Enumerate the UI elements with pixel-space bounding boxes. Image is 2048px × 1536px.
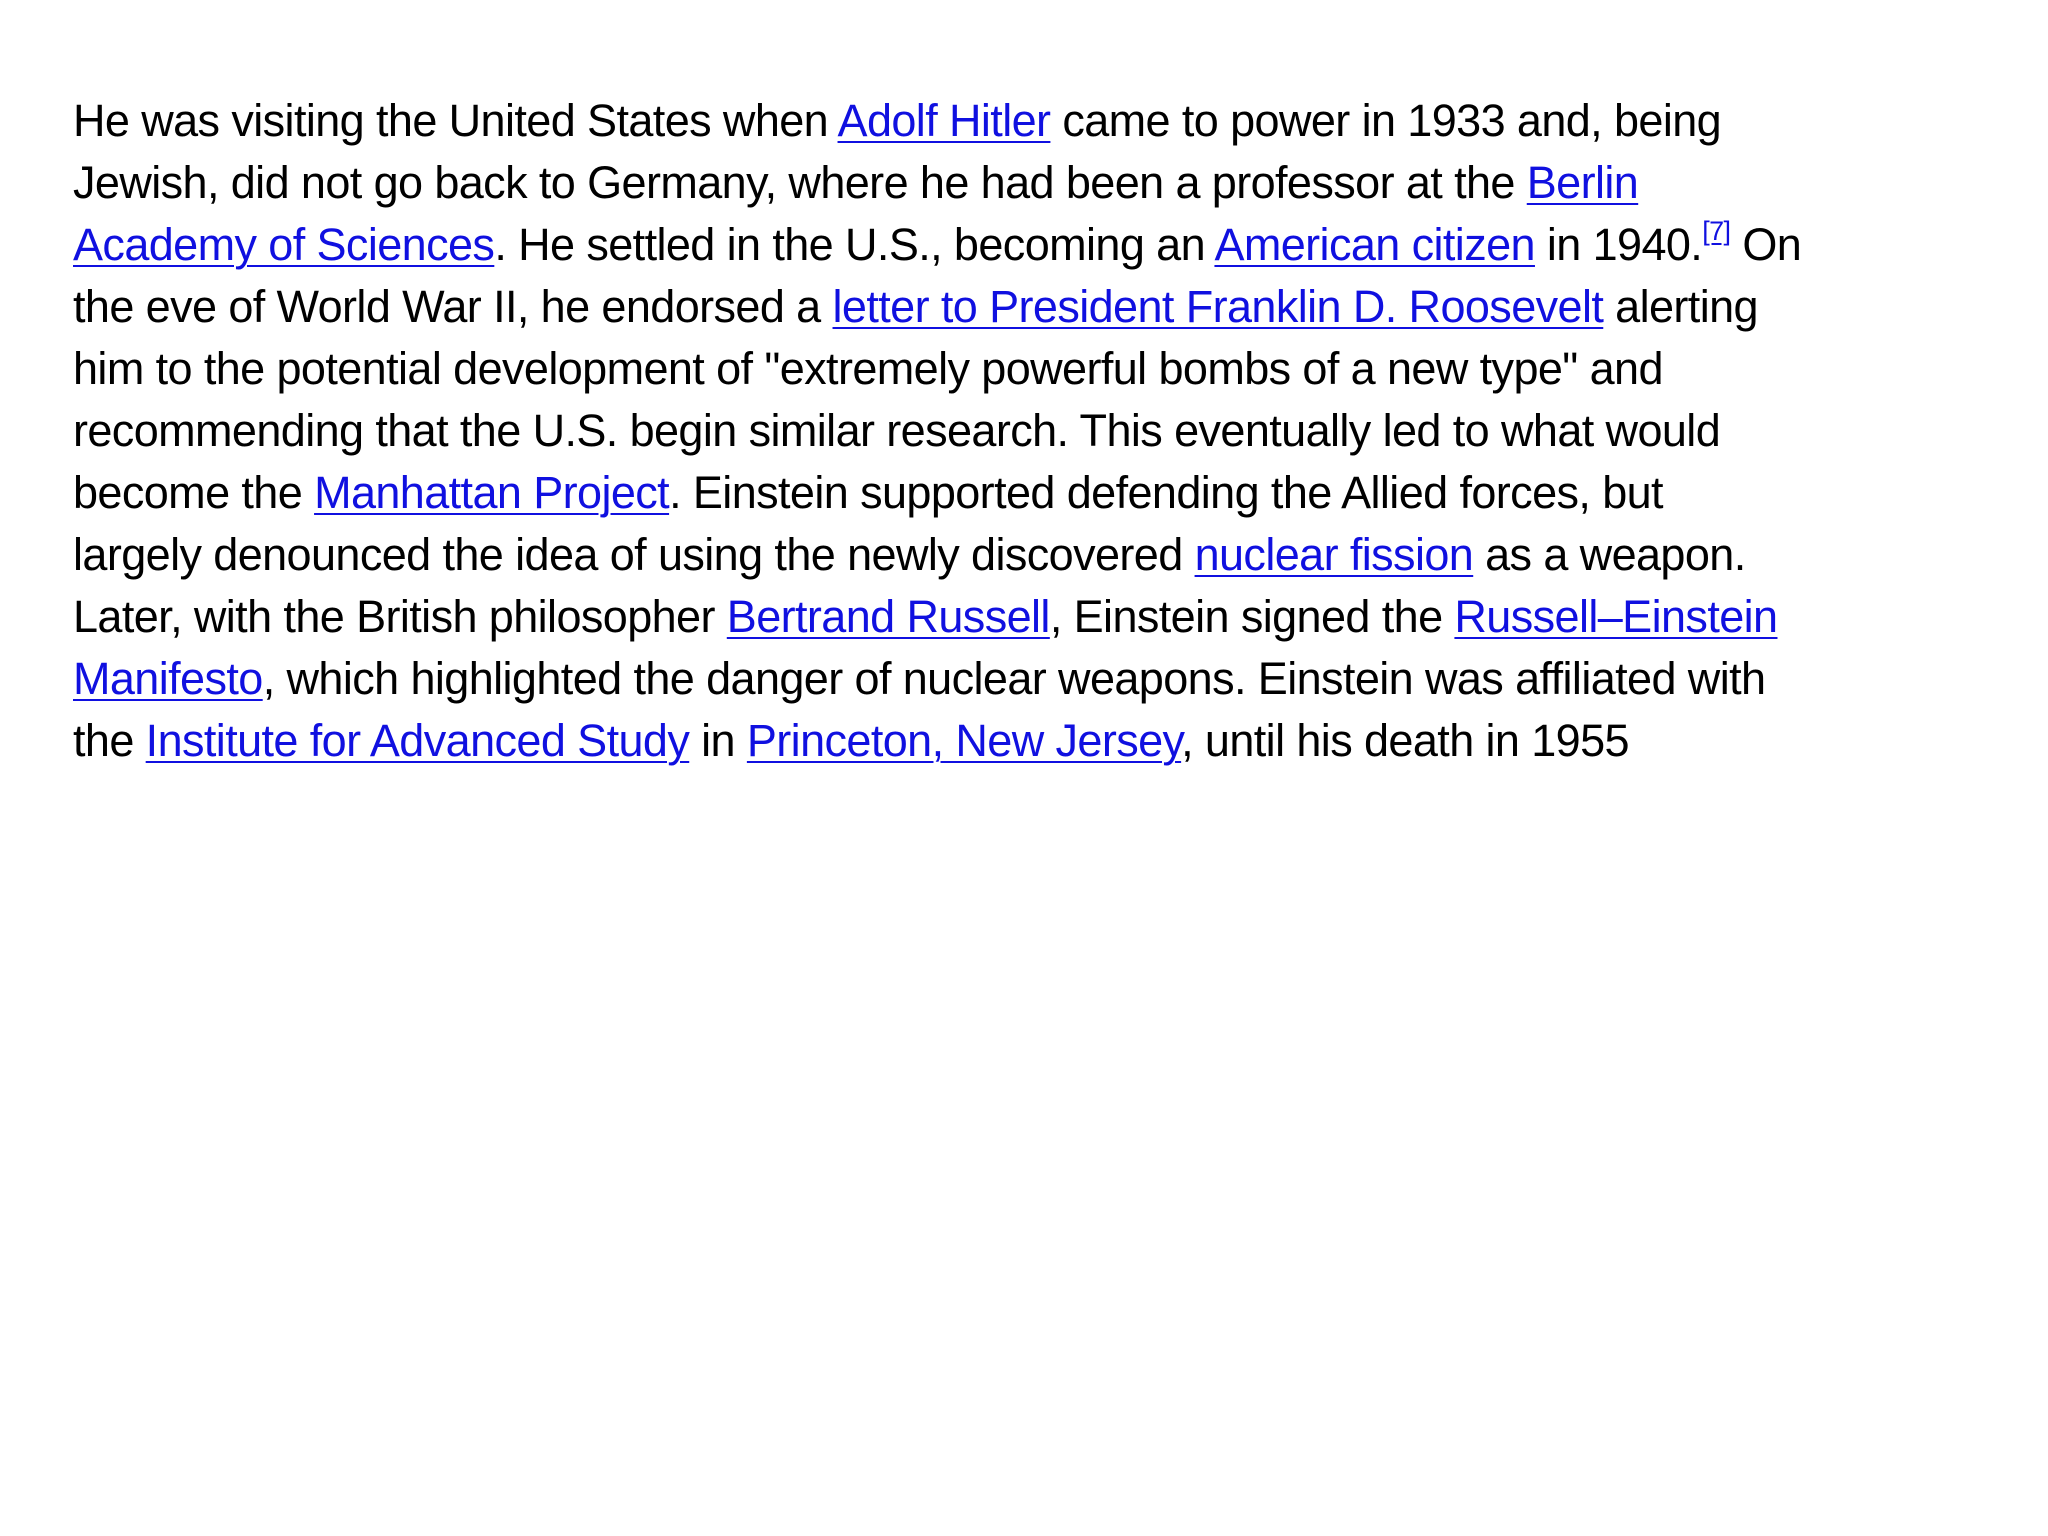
- citation-link-7[interactable]: [7]: [1702, 216, 1731, 246]
- text-span: On: [1730, 219, 1802, 270]
- text-span: him to the potential development of "extremely powerful bombs of a new type" and: [73, 343, 1663, 394]
- article-paragraph: [73, 90, 1973, 772]
- text-span: Later, with the British philosopher: [73, 591, 727, 642]
- link-bertrand-russell[interactable]: Bertrand Russell: [726, 591, 1050, 642]
- link-berlin-academy[interactable]: Academy of Sciences: [73, 219, 495, 270]
- text-span: , which highlighted the danger of nuclear weapons. Einstein was affiliated with: [262, 653, 1766, 704]
- link-american-citizen[interactable]: American citizen: [1214, 219, 1535, 270]
- link-einstein-szilard-letter[interactable]: letter to President Franklin D. Roosevelt: [832, 281, 1604, 332]
- text-span: largely denounced the idea of using the newly discovered: [73, 529, 1195, 580]
- link-russell-einstein-manifesto[interactable]: Russell–Einstein: [1454, 591, 1778, 642]
- text-span: as a weapon.: [1473, 529, 1746, 580]
- link-adolf-hitler[interactable]: Adolf Hitler: [837, 95, 1051, 146]
- text-line: [73, 276, 1973, 338]
- text-span: , Einstein signed the: [1049, 591, 1455, 642]
- link-princeton-new-jersey[interactable]: Princeton, New Jersey: [746, 715, 1182, 766]
- text-line: [73, 586, 1973, 648]
- citation-superscript: [1702, 206, 1730, 248]
- link-berlin-academy[interactable]: Berlin: [1526, 157, 1639, 208]
- text-span: came to power in 1933 and, being: [1050, 95, 1722, 146]
- text-line: [73, 524, 1973, 586]
- text-line: [73, 710, 1973, 772]
- text-line: [73, 152, 1973, 214]
- text-span: in: [689, 715, 747, 766]
- text-span: become the: [73, 467, 315, 518]
- text-line: [73, 90, 1973, 152]
- text-span: alerting: [1603, 281, 1758, 332]
- text-line: [73, 214, 1973, 276]
- link-manhattan-project[interactable]: Manhattan Project: [314, 467, 670, 518]
- text-span: in 1940.: [1534, 219, 1703, 270]
- text-line: [73, 648, 1973, 710]
- link-institute-advanced-study[interactable]: Institute for Advanced Study: [145, 715, 690, 766]
- link-russell-einstein-manifesto[interactable]: Manifesto: [73, 653, 263, 704]
- text-span: the: [73, 715, 146, 766]
- text-span: the eve of World War II, he endorsed a: [73, 281, 833, 332]
- text-span: recommending that the U.S. begin similar research. This eventually led to what would: [73, 405, 1721, 456]
- text-line: [73, 400, 1973, 462]
- text-span: . Einstein supported defending the Allied forces, but: [669, 467, 1663, 518]
- text-span: . He settled in the U.S., becoming an: [494, 219, 1215, 270]
- text-line: [73, 462, 1973, 524]
- text-span: , until his death in 1955: [1181, 715, 1629, 766]
- text-span: He was visiting the United States when: [73, 95, 838, 146]
- link-nuclear-fission[interactable]: nuclear fission: [1194, 529, 1474, 580]
- text-line: [73, 338, 1973, 400]
- text-span: Jewish, did not go back to Germany, where he had been a professor at the: [73, 157, 1527, 208]
